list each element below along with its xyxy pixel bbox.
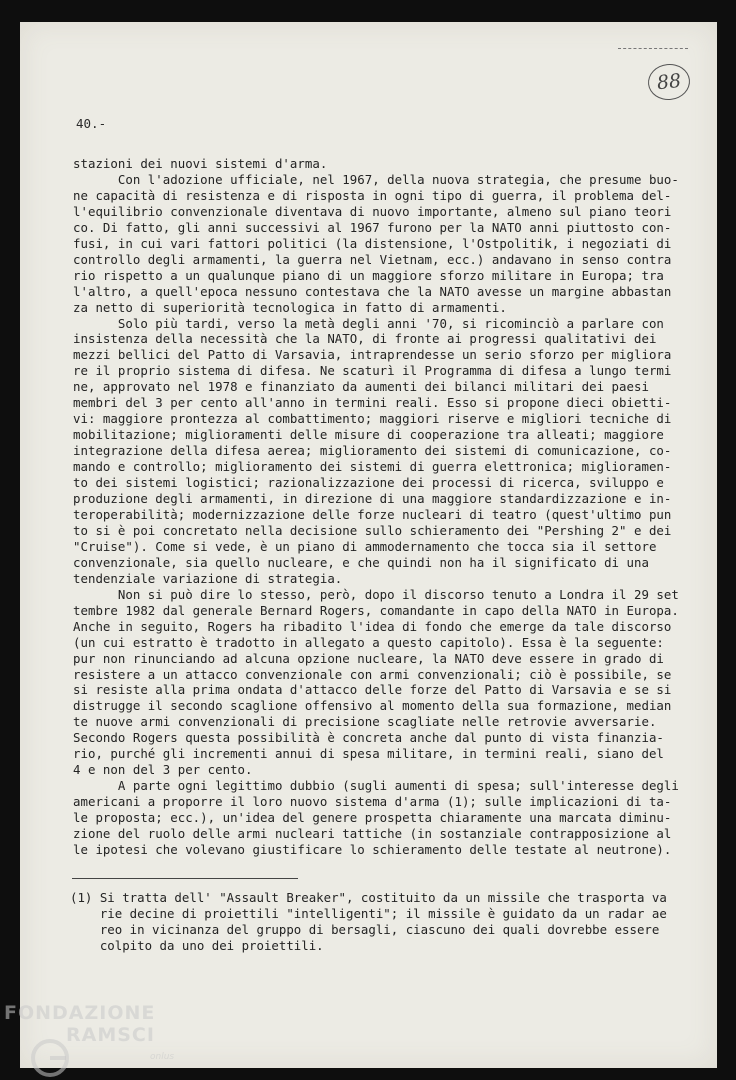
text-line: A parte ogni legittimo dubbio (sugli aumenti di spesa; sull'interesse degli — [73, 778, 679, 794]
text-line: si resiste alla prima ondata d'attacco delle forze del Patto di Varsavia e se si — [73, 682, 672, 698]
footnote-line: (1) Si tratta dell' "Assault Breaker", costituito da un missile che trasporta va — [70, 890, 667, 905]
text-line: distrugge il secondo scaglione offensivo al momento della sua formazione, median — [73, 698, 672, 714]
text-line: convenzionale, sia quello nucleare, e che quindi non ha il significato di una — [73, 554, 649, 570]
text-line: Non si può dire lo stesso, però, dopo il discorso tenuto a Londra il 29 set — [73, 586, 679, 602]
text-line: ne capacità di resistenza e di risposta in ogni tipo di guerra, il problema del- — [73, 187, 672, 203]
watermark-tag: onlus — [150, 1052, 175, 1062]
text-line: insistenza della necessità che la NATO, di fronte ai progressi qualitativi dei — [73, 331, 657, 347]
text-line: resistere a un attacco convenzionale con armi convenzionali; ciò è possibile, se — [73, 666, 672, 682]
text-line: zione del ruolo delle armi nucleari tattiche (in sostanziale contrapposizione al — [73, 826, 672, 842]
text-line: l'altro, a quell'epoca nessuno contestava che la NATO avesse un margine abbastan — [73, 283, 672, 299]
text-line: "Cruise"). Come si vede, è un piano di ammodernamento che tocca sia il settore — [73, 538, 657, 554]
text-line: pur non rinunciando ad alcuna opzione nucleare, la NATO deve essere in grado di — [73, 650, 664, 666]
text-line: to si è poi concretato nella decisione sullo schieramento dei "Pershing 2" e dei — [73, 522, 672, 538]
footnote — [70, 890, 670, 954]
document-page — [20, 22, 717, 1068]
stamp-number: 88 — [655, 69, 683, 95]
footnote-line: colpito da uno dei proiettili. — [70, 937, 324, 953]
body-text — [73, 156, 679, 858]
text-line: za netto di superiorità tecnologica in fatto di armamenti. — [73, 299, 507, 315]
text-line: re il proprio sistema di difesa. Ne scaturì il Programma di difesa a lungo termi — [73, 363, 672, 379]
text-line: le ipotesi che volevano giustificare lo schieramento delle testate al neutrone). — [73, 841, 672, 857]
text-line: rio rispetto a un qualunque piano di un maggiore sforzo militare in Europa; tra — [73, 267, 664, 283]
text-line: ne, approvato nel 1978 e finanziato da aumenti dei bilanci militari dei paesi — [73, 379, 649, 395]
gramsci-g-icon — [30, 1022, 70, 1080]
watermark-line-2: RAMSCI — [66, 1024, 155, 1046]
text-line: mezzi bellici del Patto di Varsavia, intraprendesse un serio sforzo per migliora — [73, 347, 672, 363]
text-line: integrazione della difesa aerea; miglioramento dei sistemi di comunicazione, co- — [73, 443, 672, 459]
text-line: (un cui estratto è tradotto in allegato a questo capitolo). Essa è la seguente: — [73, 634, 664, 650]
footnote-line: rie decine di proiettili "intelligenti"; il missile è guidato da un radar ae — [70, 905, 667, 921]
text-line: fusi, in cui vari fattori politici (la distensione, l'Ostpolitik, i negoziati di — [73, 235, 672, 251]
text-line: le proposta; ecc.), un'idea del genere prospetta chiaramente una marcata diminu- — [73, 810, 672, 826]
watermark-line-1: FONDAZIONE — [4, 1002, 156, 1024]
text-line: te nuove armi convenzionali di precisione scagliate nelle retrovie avversarie. — [73, 714, 657, 730]
top-dashed-rule — [618, 48, 688, 49]
page-number: 40.- — [76, 116, 107, 131]
text-line: Anche in seguito, Rogers ha ribadito l'idea di fondo che emerge da tale discorso — [73, 618, 672, 634]
footnote-separator — [72, 878, 298, 879]
text-line: 4 e non del 3 per cento. — [73, 762, 253, 778]
text-line: mobilitazione; miglioramenti delle misure di cooperazione tra alleati; maggiore — [73, 427, 664, 443]
text-line: mando e controllo; miglioramento dei sistemi di guerra elettronica; miglioramen- — [73, 459, 672, 475]
text-line: teroperabilità; modernizzazione delle forze nucleari di teatro (quest'ultimo pun — [73, 506, 672, 522]
text-line: tembre 1982 dal generale Bernard Rogers, comandante in capo della NATO in Europa. — [73, 602, 679, 618]
text-line: vi: maggiore prontezza al combattimento; maggiori riserve e migliori tecniche di — [73, 411, 672, 427]
text-line: Secondo Rogers questa possibilità è concreta anche dal punto di vista finanzia- — [73, 730, 664, 746]
footnote-line: reo in vicinanza del gruppo di bersagli, ciascuno dei quali dovrebbe essere — [70, 921, 660, 937]
text-line: stazioni dei nuovi sistemi d'arma. — [73, 156, 328, 171]
text-line: produzione degli armamenti, in direzione di una maggiore standardizzazione e in- — [73, 491, 672, 507]
text-line: Con l'adozione ufficiale, nel 1967, della nuova strategia, che presume buo- — [73, 171, 679, 187]
text-line: americani a proporre il loro nuovo sistema d'arma (1); sulle implicazioni di ta- — [73, 794, 672, 810]
text-line: to dei sistemi logistici; razionalizzazione dei processi di ricerca, sviluppo e — [73, 475, 664, 491]
text-line: controllo degli armamenti, la guerra nel Vietnam, ecc.) andavano in senso contra — [73, 251, 672, 267]
text-line: tendenziale variazione di strategia. — [73, 570, 343, 586]
text-line: l'equilibrio convenzionale diventava di nuovo importante, almeno sul piano teori — [73, 203, 672, 219]
text-line: co. Di fatto, gli anni successivi al 1967 furono per la NATO anni piuttosto con- — [73, 219, 672, 235]
archive-page-stamp — [646, 62, 692, 102]
text-line: rio, purché gli incrementi annui di spesa militare, in termini reali, siano del — [73, 746, 664, 762]
text-line: Solo più tardi, verso la metà degli anni '70, si ricominciò a parlare con — [73, 315, 664, 331]
text-line: membri del 3 per cento all'anno in termini reali. Esso si propone dieci obietti- — [73, 395, 672, 411]
watermark-logo — [4, 1000, 204, 1080]
